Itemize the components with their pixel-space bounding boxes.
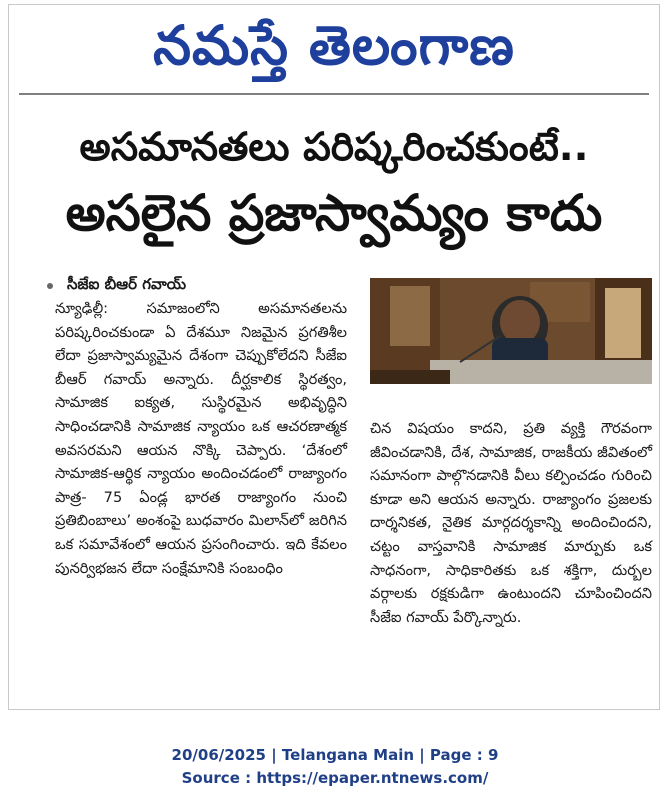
newspaper-clipping <box>8 4 660 710</box>
masthead-title: నమస్తే తెలంగాణ <box>153 14 515 77</box>
bullet-icon <box>47 283 53 289</box>
headline-line-2: అసలైన ప్రజాస్వామ్యం కాదు <box>65 184 603 242</box>
masthead-divider <box>19 93 649 95</box>
byline <box>47 275 186 297</box>
source-footer <box>0 744 670 790</box>
right-column-text: చిన విషయం కాదని, ప్రతి వ్యక్తి గౌరవంగా జీవించడానికి, దేశ, సామాజిక, రాజకీయ జీవితంలో సమానంగా పాల్గొనడానికి వీలు కల్పించడం గురించి కూడా అని ఆయన అన్నారు. రాజ్యాంగం ప్రజలకు దార్శనికత, నైతిక మార్గదర్శకాన్ని అందించిందని, చట్టం వాస్తవానికి సామాజిక మార్పుకు ఒక సాధనంగా, సాధికారితకు ఒక శక్తిగా, దుర్బల వర్గాలకు రక్షకుడిగా ఉంటుందని చూపించిందని సీజేఐ గవాయ్ పేర్కొన్నారు. <box>370 420 652 626</box>
article-column-left <box>55 297 347 580</box>
article-column-right <box>370 417 652 629</box>
footer-date-page: 20/06/2025 | Telangana Main | Page : 9 <box>171 746 499 764</box>
article-photo <box>370 278 652 384</box>
photo-illustration <box>370 278 652 384</box>
headline-line-1: అసమానతలు పరిష్కరించకుంటే.. <box>79 125 589 170</box>
left-column-text: న్యూఢిల్లీ: సమాజంలోని అసమానతలను పరిష్కరించకుండా ఏ దేశమూ నిజమైన ప్రగతిశీల లేదా ప్రజాస్వామ్యమైన దేశంగా చెప్పుకోలేదని సీజేఐ బీఆర్ గవాయ్ అన్నారు. దీర్ఘకాలిక స్థిరత్వం, సామాజిక ఐక్యత, సుస్థిరమైన అభివృద్ధిని సాధించడానికి సామాజిక న్యాయం ఒక ఆచరణాత్మక అవసరమని ఆయన నొక్కి చెప్పారు. ‘దేశంలో సామాజిక-ఆర్థిక న్యాయం అందించడంలో రాజ్యాంగం పాత్ర- 75 ఏండ్ల భారత రాజ్యాంగం నుంచి ప్రతిబింబాలు’ అంశంపై బుధవారం మిలాన్‌లో జరిగిన ఒక సమావేశంలో ఆయన ప్రసంగించారు. ఇది కేవలం పునర్విభజన లేదా సంక్షేమానికి సంబంధిం <box>55 300 347 577</box>
byline-text: సీజేఐ బీఆర్ గవాయ్ <box>67 275 187 293</box>
footer-source-link[interactable]: Source : https://epaper.ntnews.com/ <box>181 769 489 787</box>
